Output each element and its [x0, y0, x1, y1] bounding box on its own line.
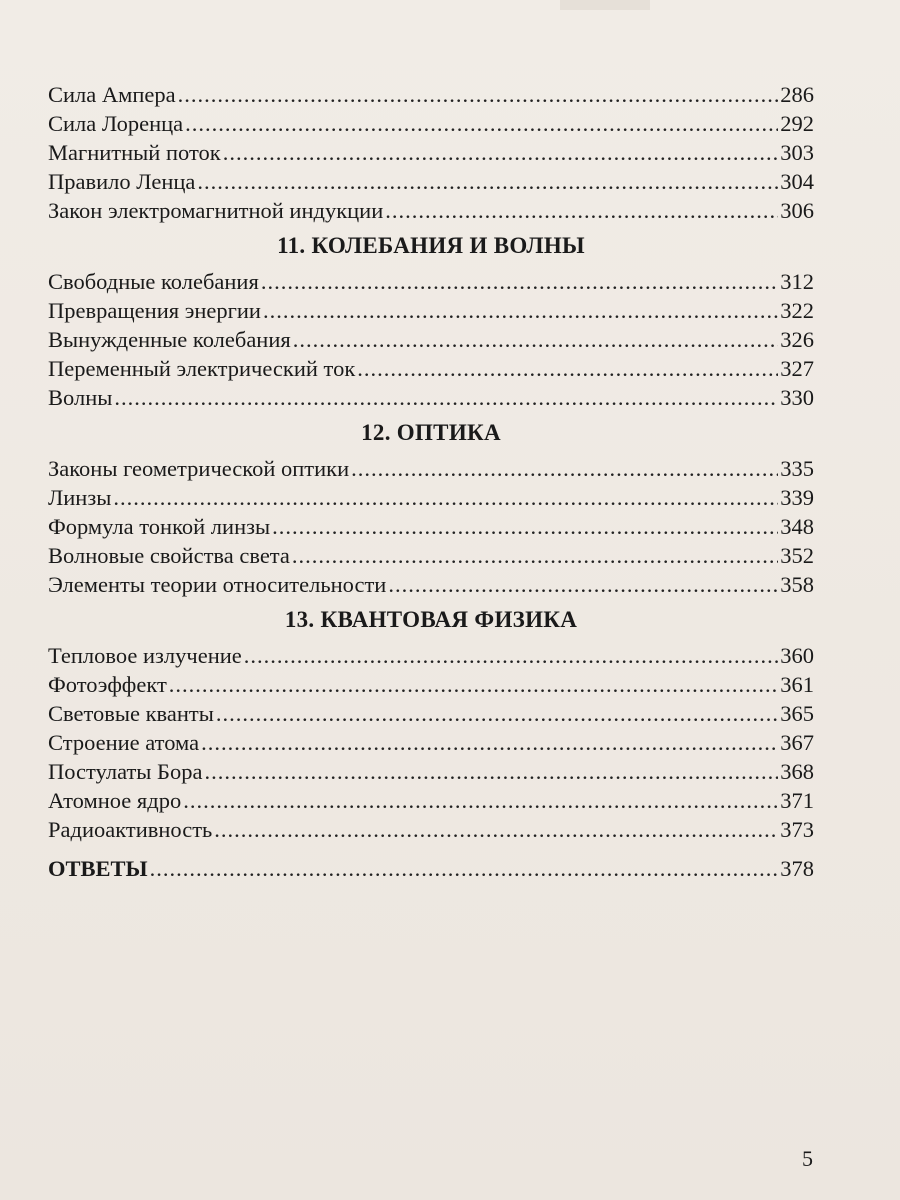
- toc-entry-page: 292: [780, 111, 814, 136]
- toc-entry-page: 286: [780, 82, 814, 107]
- toc-entry-page: 335: [780, 456, 814, 481]
- toc-entry-title: Атомное ядро: [48, 788, 182, 813]
- toc-entry: [48, 354, 814, 383]
- toc-entry-title: Строение атома: [48, 730, 200, 755]
- toc-entry: [48, 454, 814, 483]
- toc-entry-title: Правило Ленца: [48, 169, 196, 194]
- toc-entry-title: ОТВЕТЫ: [48, 856, 148, 881]
- leader-dots: [214, 815, 778, 844]
- toc-entry-page: 367: [780, 730, 814, 755]
- toc-entry-title: Законы геометрической оптики: [48, 456, 350, 481]
- leader-dots: [113, 483, 778, 512]
- toc-entry-page: 303: [780, 140, 814, 165]
- toc-entry: [48, 296, 814, 325]
- toc-entry-title: Сила Лоренца: [48, 111, 184, 136]
- toc-entry-page: 304: [780, 169, 814, 194]
- toc-entry-page: 306: [780, 198, 814, 223]
- toc-entry-title: Элементы теории относительности: [48, 572, 387, 597]
- leader-dots: [388, 570, 778, 599]
- toc-entry-answers: [48, 854, 814, 883]
- leader-dots: [178, 80, 779, 109]
- leader-dots: [351, 454, 778, 483]
- toc-entry-title: Сила Ампера: [48, 82, 176, 107]
- toc-entry: [48, 641, 814, 670]
- toc-entry: [48, 757, 814, 786]
- leader-dots: [197, 167, 778, 196]
- leader-dots: [216, 699, 778, 728]
- toc-entry-lenz-rule: [48, 167, 814, 196]
- toc-entry-title: Волновые свойства света: [48, 543, 290, 568]
- toc-entry-amper-force: [48, 80, 814, 109]
- toc-entry-title: Постулаты Бора: [48, 759, 203, 784]
- leader-dots: [185, 109, 778, 138]
- toc-entry-page: 339: [780, 485, 814, 510]
- toc-entry-title: Линзы: [48, 485, 112, 510]
- toc-entry: [48, 670, 814, 699]
- toc-entry: [48, 541, 814, 570]
- leader-dots: [114, 383, 778, 412]
- leader-dots: [223, 138, 779, 167]
- table-of-contents: [48, 80, 814, 883]
- toc-entry: [48, 728, 814, 757]
- toc-entry: [48, 383, 814, 412]
- page-edge-notch: [560, 0, 650, 10]
- spacer: [48, 844, 814, 854]
- section-heading-12: 12. ОПТИКА: [361, 420, 501, 445]
- leader-dots: [204, 757, 778, 786]
- toc-entry-page: 373: [780, 817, 814, 842]
- toc-entry-page: 326: [780, 327, 814, 352]
- leader-dots: [244, 641, 778, 670]
- toc-entry: [48, 267, 814, 296]
- toc-entry-page: 365: [780, 701, 814, 726]
- leader-dots: [261, 267, 778, 296]
- toc-entry-title: Световые кванты: [48, 701, 214, 726]
- toc-entry: [48, 325, 814, 354]
- toc-entry-title: Превращения энергии: [48, 298, 261, 323]
- leader-dots: [150, 854, 779, 883]
- leader-dots: [169, 670, 778, 699]
- toc-entry: [48, 570, 814, 599]
- leader-dots: [272, 512, 778, 541]
- leader-dots: [263, 296, 778, 325]
- toc-entry-title: Переменный электрический ток: [48, 356, 356, 381]
- leader-dots: [293, 325, 779, 354]
- toc-entry-page: 358: [780, 572, 814, 597]
- leader-dots: [292, 541, 778, 570]
- toc-entry-title: Фотоэффект: [48, 672, 167, 697]
- toc-entry: [48, 815, 814, 844]
- leader-dots: [357, 354, 778, 383]
- leader-dots: [385, 196, 778, 225]
- toc-entry-page: 330: [780, 385, 814, 410]
- page-number: 5: [802, 1146, 813, 1171]
- toc-entry-page: 378: [780, 856, 814, 881]
- toc-entry-page: 327: [780, 356, 814, 381]
- toc-entry-page: 371: [780, 788, 814, 813]
- toc-entry-title: Формула тонкой линзы: [48, 514, 271, 539]
- toc-entry: [48, 786, 814, 815]
- toc-entry-page: 360: [780, 643, 814, 668]
- toc-entry-page: 352: [780, 543, 814, 568]
- toc-entry-lorentz-force: [48, 109, 814, 138]
- section-heading-11: 11. КОЛЕБАНИЯ И ВОЛНЫ: [277, 233, 585, 258]
- toc-entry-page: 312: [780, 269, 814, 294]
- toc-entry: [48, 483, 814, 512]
- toc-entry-title: Радиоактивность: [48, 817, 213, 842]
- leader-dots: [201, 728, 778, 757]
- toc-entry-page: 348: [780, 514, 814, 539]
- toc-entry-title: Вынужденные колебания: [48, 327, 291, 352]
- toc-entry-title: Магнитный поток: [48, 140, 221, 165]
- toc-entry: [48, 512, 814, 541]
- toc-entry-page: 322: [780, 298, 814, 323]
- leader-dots: [183, 786, 778, 815]
- toc-entry-page: 361: [780, 672, 814, 697]
- toc-entry: [48, 699, 814, 728]
- section-heading-13: 13. КВАНТОВАЯ ФИЗИКА: [284, 607, 578, 632]
- toc-entry-magnetic-flux: [48, 138, 814, 167]
- toc-entry-title: Закон электромагнитной индукции: [48, 198, 384, 223]
- toc-entry-title: Волны: [48, 385, 113, 410]
- toc-entry-title: Свободные колебания: [48, 269, 259, 294]
- toc-entry-induction-law: [48, 196, 814, 225]
- toc-entry-page: 368: [780, 759, 814, 784]
- toc-entry-title: Тепловое излучение: [48, 643, 242, 668]
